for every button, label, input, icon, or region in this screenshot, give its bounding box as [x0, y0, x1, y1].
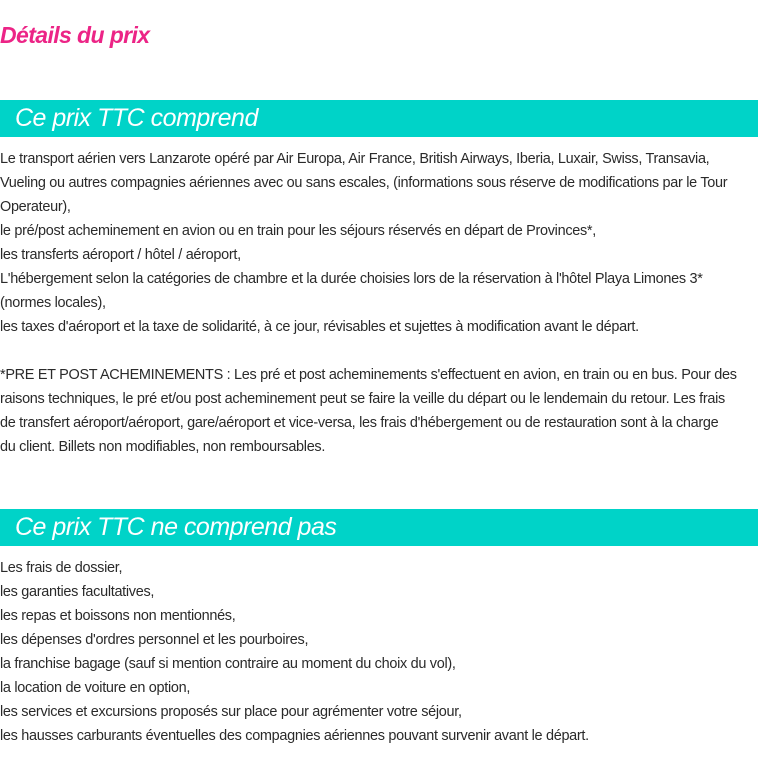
excluded-list	[0, 556, 758, 748]
excluded-line: les hausses carburants éventuelles des compagnies aériennes pouvant survenir avant le départ.	[0, 728, 589, 744]
included-line: les taxes d'aéroport et la taxe de solidarité, à ce jour, révisables et sujettes à modification avant le départ.	[0, 319, 639, 335]
excluded-line: Les frais de dossier,	[0, 560, 123, 576]
excluded-line: la location de voiture en option,	[0, 680, 191, 696]
included-line: L'hébergement selon la catégories de chambre et la durée choisies lors de la réservation à l'hôtel Playa Limones 3*	[0, 271, 703, 287]
section-header-excluded: Ce prix TTC ne comprend pas	[0, 509, 758, 546]
included-line: les transferts aéroport / hôtel / aéroport,	[0, 247, 241, 263]
excluded-line: les dépenses d'ordres personnel et les pourboires,	[0, 632, 309, 648]
included-line: le pré/post acheminement en avion ou en train pour les séjours réservés en départ de Provinces*,	[0, 223, 596, 239]
excluded-line: la franchise bagage (sauf si mention contraire au moment du choix du vol),	[0, 656, 456, 672]
spacer	[0, 339, 758, 363]
included-line: (normes locales),	[0, 295, 106, 311]
included-list	[0, 147, 758, 459]
acheminement-note-line: *PRE ET POST ACHEMINEMENTS : Les pré et post acheminements s'effectuent en avion, en train ou en bus. Pour des	[0, 367, 737, 383]
excluded-line: les repas et boissons non mentionnés,	[0, 608, 236, 624]
acheminement-note-line: raisons techniques, le pré et/ou post acheminement peut se faire la veille du départ ou le lendemain du retour. Les frais	[0, 391, 725, 407]
acheminement-note-line: de transfert aéroport/aéroport, gare/aéroport et vice-versa, les frais d'hébergement ou de restauration sont à la charge	[0, 415, 719, 431]
excluded-line: les services et excursions proposés sur place pour agrémenter votre séjour,	[0, 704, 462, 720]
included-line: Vueling ou autres compagnies aériennes avec ou sans escales, (informations sous réserve de modifications par le Tour	[0, 175, 728, 191]
section-header-included: Ce prix TTC comprend	[0, 100, 758, 137]
acheminement-note-line: du client. Billets non modifiables, non remboursables.	[0, 439, 326, 455]
excluded-line: les garanties facultatives,	[0, 584, 155, 600]
included-line: Le transport aérien vers Lanzarote opéré par Air Europa, Air France, British Airways, Iberia, Luxair, Swiss, Transavia,	[0, 151, 710, 167]
included-line: Operateur),	[0, 199, 71, 215]
page-title: Détails du prix	[0, 22, 150, 48]
